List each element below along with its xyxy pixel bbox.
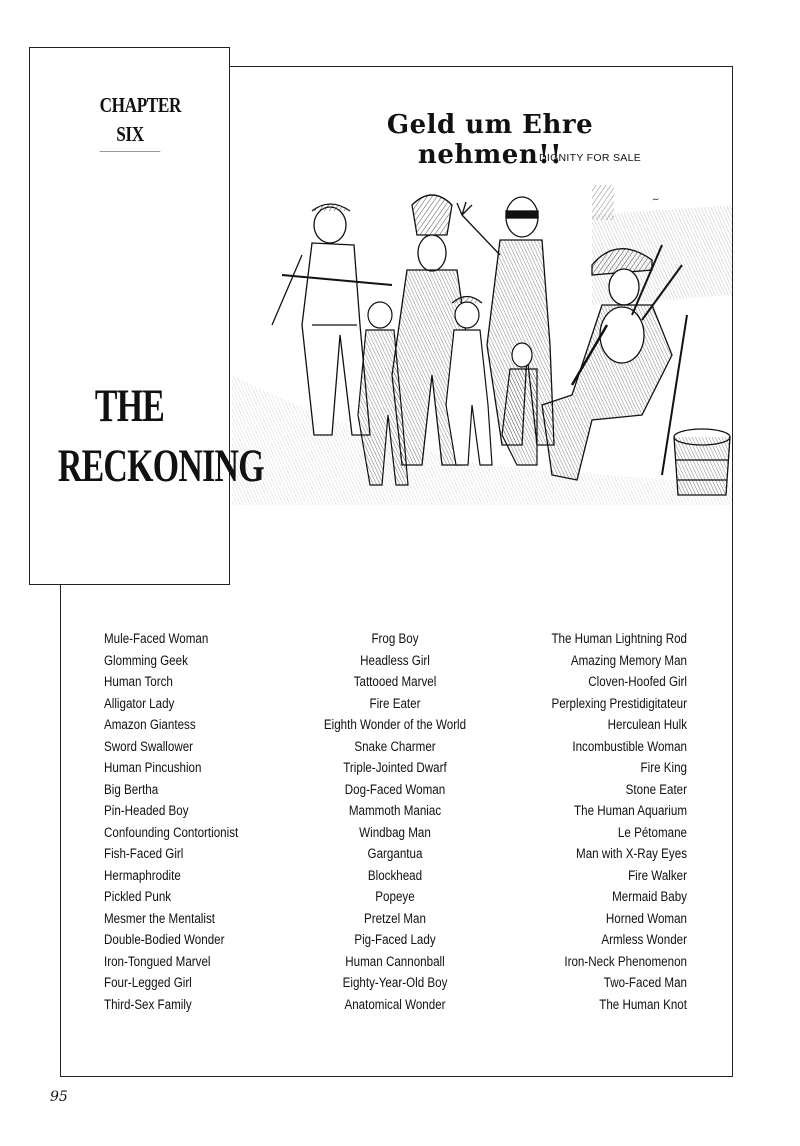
list-item: Two-Faced Man bbox=[603, 975, 687, 990]
list-item: Big Bertha bbox=[104, 781, 159, 797]
list-item: The Human Lightning Rod bbox=[551, 631, 687, 646]
list-item: Headless Girl bbox=[360, 652, 430, 668]
chapter-title-box bbox=[29, 47, 264, 585]
list-item: Popeye bbox=[375, 889, 415, 904]
list-item: Fish-Faced Girl bbox=[104, 846, 184, 861]
list-item: Gargantua bbox=[367, 846, 423, 861]
list-item: Fire King bbox=[640, 760, 687, 775]
list-item: Stone Eater bbox=[625, 781, 687, 797]
illustration-caption-german: Geld um Ehre nehmen!! bbox=[386, 110, 594, 170]
street-performers-illustration bbox=[232, 175, 732, 505]
list-item: Amazing Memory Man bbox=[570, 652, 687, 668]
list-item: Pretzel Man bbox=[364, 910, 426, 926]
list-item: Sword Swallower bbox=[104, 738, 194, 754]
list-item: Four-Legged Girl bbox=[104, 975, 192, 990]
chapter-label-line1: CHAPTER bbox=[99, 93, 181, 117]
list-item: Mule-Faced Woman bbox=[104, 631, 209, 646]
list-item: Le Pétomane bbox=[617, 824, 687, 840]
list-item: Pin-Headed Boy bbox=[104, 803, 189, 818]
barrel bbox=[674, 429, 730, 495]
list-item: Triple-Jointed Dwarf bbox=[343, 760, 447, 775]
chapter-label-line2: SIX bbox=[116, 122, 144, 146]
list-item: Human Pincushion bbox=[104, 760, 202, 775]
list-item: Horned Woman bbox=[605, 910, 687, 926]
list-item: The Human Aquarium bbox=[574, 803, 687, 818]
svg-text:~: ~ bbox=[650, 193, 661, 206]
list-item: Human Cannonball bbox=[345, 953, 445, 969]
list-item: Perplexing Prestidigitateur bbox=[551, 695, 687, 711]
list-item: Pickled Punk bbox=[104, 889, 172, 904]
list-item: Iron-Neck Phenomenon bbox=[564, 953, 687, 969]
list-item: Tattooed Marvel bbox=[353, 674, 437, 689]
list-item: Windbag Man bbox=[359, 824, 431, 840]
page-number: 95 bbox=[50, 1089, 68, 1105]
freak-list-middle bbox=[290, 628, 500, 1015]
list-item: Glomming Geek bbox=[104, 652, 188, 668]
list-item: Confounding Contortionist bbox=[104, 824, 239, 840]
list-item: Third-Sex Family bbox=[104, 996, 192, 1012]
list-item: Anatomical Wonder bbox=[344, 996, 446, 1012]
list-item: Iron-Tongued Marvel bbox=[104, 953, 211, 969]
list-item: Eighth Wonder of the World bbox=[323, 717, 467, 732]
list-item: Blockhead bbox=[367, 867, 423, 883]
list-item: Dog-Faced Woman bbox=[344, 781, 446, 797]
list-item: Snake Charmer bbox=[354, 738, 436, 754]
list-item: Human Torch bbox=[104, 674, 173, 689]
list-item: Eighty-Year-Old Boy bbox=[342, 975, 448, 990]
chapter-title-line1: THE bbox=[94, 380, 165, 432]
list-item: Alligator Lady bbox=[104, 695, 175, 711]
freak-list-right bbox=[505, 628, 687, 1015]
list-item: Mesmer the Mentalist bbox=[104, 910, 215, 926]
list-item: Man with X-Ray Eyes bbox=[576, 846, 687, 861]
list-item: Hermaphrodite bbox=[104, 867, 181, 883]
list-item: Fire Walker bbox=[628, 867, 687, 883]
chapter-title-line2: RECKONING bbox=[57, 440, 264, 492]
list-item: Armless Wonder bbox=[601, 932, 687, 947]
list-item: Frog Boy bbox=[371, 631, 419, 646]
list-item: Fire Eater bbox=[369, 695, 421, 711]
list-item: Mammoth Maniac bbox=[348, 803, 442, 818]
list-item: Herculean Hulk bbox=[607, 717, 687, 732]
list-item: Incombustible Woman bbox=[572, 738, 687, 754]
chapter-title bbox=[30, 376, 264, 496]
list-item: Amazon Giantess bbox=[104, 717, 196, 732]
illustration-caption-english: DIGNITY FOR SALE bbox=[538, 152, 642, 164]
list-item: Double-Bodied Wonder bbox=[104, 932, 225, 947]
list-item: Pig-Faced Lady bbox=[354, 932, 436, 947]
list-item: Mermaid Baby bbox=[612, 889, 687, 904]
freak-list-left bbox=[104, 628, 284, 1015]
list-item: The Human Knot bbox=[599, 996, 687, 1012]
list-item: Cloven-Hoofed Girl bbox=[588, 674, 687, 689]
chapter-label bbox=[99, 91, 181, 152]
